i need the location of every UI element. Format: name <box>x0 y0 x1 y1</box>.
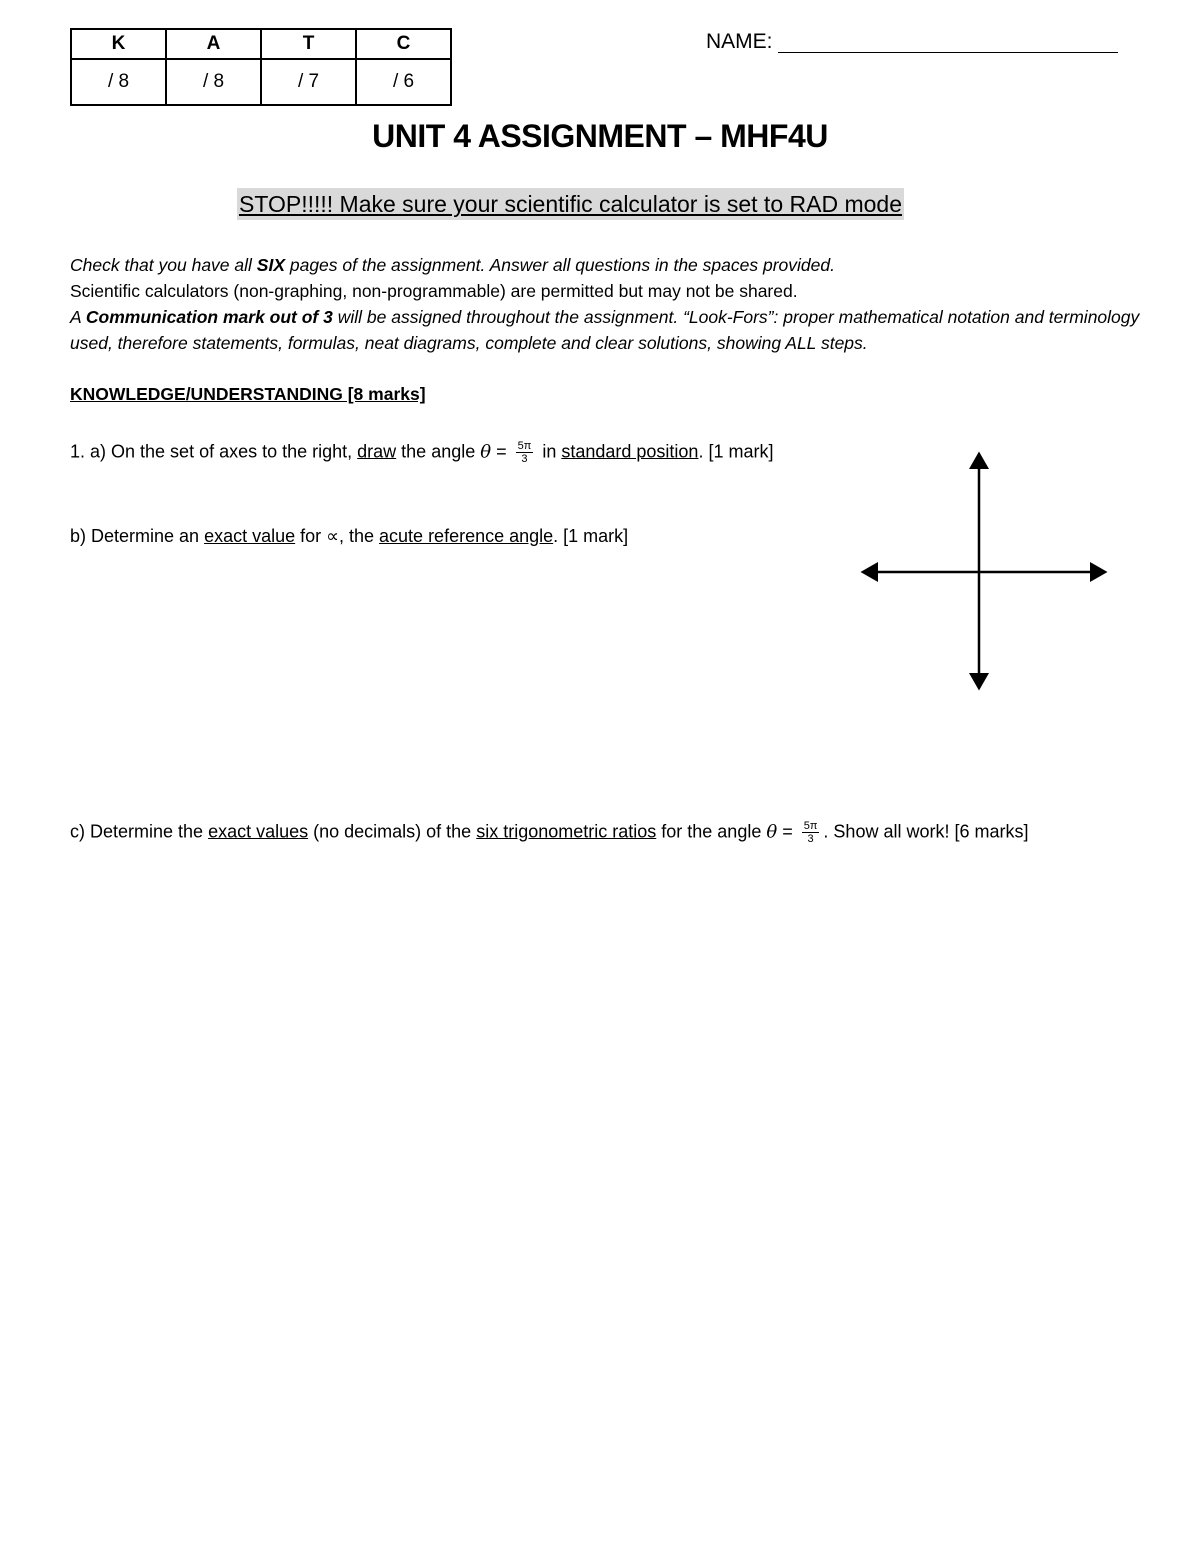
q1a-text: 1. a) On the set of axes to the right, <box>70 441 358 462</box>
score-header-a: A <box>166 29 261 59</box>
q1c-exact-values: exact values <box>208 821 309 842</box>
score-table <box>70 28 452 106</box>
fraction-numerator: 5π <box>803 820 818 832</box>
score-cell-a: / 8 <box>166 59 261 105</box>
score-cell-c: / 6 <box>356 59 451 105</box>
instructions <box>70 252 1150 356</box>
section-heading: KNOWLEDGE/UNDERSTANDING [8 marks] <box>70 384 426 404</box>
q1c-text: for the angle <box>656 821 767 842</box>
q1b-text: for ∝, the <box>295 526 380 546</box>
coordinate-axes[interactable] <box>855 448 1115 694</box>
score-header-c: C <box>356 29 451 59</box>
q1c-equals: = <box>777 821 798 842</box>
fraction-denominator: 3 <box>521 453 528 465</box>
q1c-six-trig-ratios: six trigonometric ratios <box>476 821 657 842</box>
fraction-denominator: 3 <box>807 833 814 845</box>
stop-notice: STOP!!!!! Make sure your scientific calculator is set to RAD mode <box>237 188 904 220</box>
instruction-line-1 <box>70 252 1150 278</box>
name-label: NAME: <box>706 30 773 53</box>
instruction-bold: Communication mark out of 3 <box>85 307 333 327</box>
score-cell-t: / 7 <box>261 59 356 105</box>
q1b-acute-reference-angle: acute reference angle <box>379 526 554 546</box>
instruction-text: will be assigned throughout the assignment. “Look-Fors”: proper mathematical notation and terminology used, therefore statements, formulas, neat diagrams, complete and clear solutions, showing ALL steps. <box>70 307 1140 353</box>
instruction-bold: SIX <box>256 255 285 275</box>
q1b-text: . [1 mark] <box>553 526 629 546</box>
q1c-text: c) Determine the <box>70 821 209 842</box>
instruction-text: pages of the assignment. Answer all questions in the spaces provided. <box>285 255 835 275</box>
score-cell-k: / 8 <box>71 59 166 105</box>
instruction-line-2: Scientific calculators (non-graphing, non-programmable) are permitted but may not be shared. <box>70 281 798 301</box>
q1a-fraction <box>516 440 534 465</box>
question-1b <box>70 526 628 547</box>
q1c-fraction <box>802 820 820 845</box>
question-1a <box>70 440 773 465</box>
instruction-text: Check that you have all <box>70 255 257 275</box>
q1a-text: in <box>537 441 562 462</box>
page-title: UNIT 4 ASSIGNMENT – MHF4U <box>372 118 828 154</box>
q1a-draw: draw <box>357 441 397 462</box>
fraction-numerator: 5π <box>517 440 532 452</box>
instruction-line-3 <box>70 304 1150 356</box>
q1a-theta: θ <box>480 441 492 463</box>
instruction-text: A <box>70 307 86 327</box>
name-blank-line[interactable] <box>778 52 1118 53</box>
q1a-standard-position: standard position <box>561 441 699 462</box>
q1b-text: b) Determine an <box>70 526 205 546</box>
q1c-theta: θ <box>766 821 778 843</box>
score-header-t: T <box>261 29 356 59</box>
q1a-text: the angle <box>396 441 481 462</box>
q1c-text: (no decimals) of the <box>308 821 477 842</box>
q1a-equals: = <box>491 441 512 462</box>
q1c-text: . Show all work! [6 marks] <box>823 821 1029 842</box>
q1b-exact-value: exact value <box>204 526 296 546</box>
question-1c <box>70 820 1028 845</box>
score-header-k: K <box>71 29 166 59</box>
q1a-text: . [1 mark] <box>698 441 774 462</box>
